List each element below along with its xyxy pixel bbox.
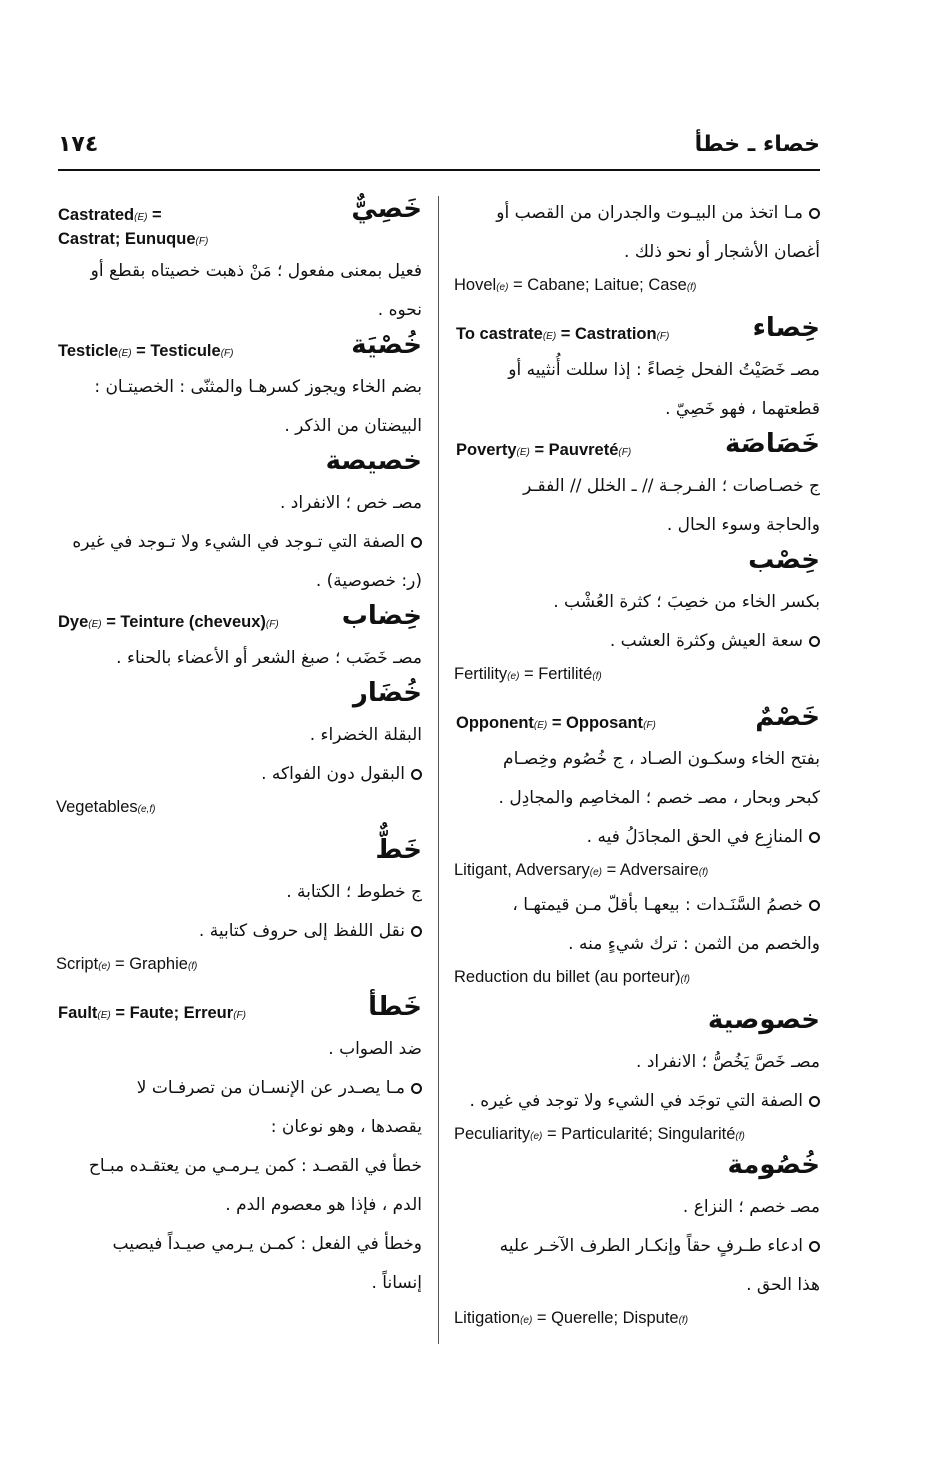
french-term: = Testicule xyxy=(131,342,221,360)
bullet-definition xyxy=(454,622,820,661)
spacer xyxy=(56,823,422,835)
definition-line: قطعتهما ، فهو خَصِيّ . xyxy=(665,399,820,419)
english-term: Peculiarity xyxy=(454,1125,531,1143)
entry-head xyxy=(454,313,820,351)
headword: خُصْيَة xyxy=(351,330,422,360)
french-term: = Querelle; Dispute xyxy=(532,1309,679,1327)
english-term: Dye xyxy=(58,613,89,631)
definition-text: ادعاء طـرفٍ حقاً وإنكـار الطرف الآخـر عليه xyxy=(499,1236,803,1256)
definition-line: كبحر وبحار ، مصـ خصم ؛ المخاصِم والمجادِل . xyxy=(498,788,820,808)
lang-tag: (e) xyxy=(98,961,111,972)
bullet-circle-icon xyxy=(809,208,820,219)
french-term: = Cabane; Laitue; Case xyxy=(508,276,687,294)
entry-head xyxy=(454,702,820,740)
header-rule xyxy=(58,169,820,171)
english-term: Fault xyxy=(58,1004,98,1022)
definition-line: خطأ في القصـد : كمن يـرمـي من يعتقـده مبـاح xyxy=(88,1156,422,1176)
definition-line: يقصدها ، وهو نوعان : xyxy=(270,1117,422,1137)
definition-text: مـا اتخذ من البيـوت والجدران من القصب أو xyxy=(496,203,803,223)
french-term: = Teinture (cheveux) xyxy=(101,613,266,631)
definition-text: الصفة التي تـوجد في الشيء ولا تـوجد في غيره xyxy=(72,532,405,552)
french-term: = Opposant xyxy=(547,714,644,732)
french-term: = Pauvreté xyxy=(529,441,619,459)
headword: خصيصة xyxy=(325,446,422,476)
definition-line: هذا الحق . xyxy=(746,1275,820,1295)
english-term: Fertility xyxy=(454,665,508,683)
english-term: Vegetables xyxy=(56,798,138,816)
lang-tag: (F) xyxy=(265,619,279,630)
translation-line-1 xyxy=(58,206,162,225)
translation-line xyxy=(454,272,820,301)
spacer xyxy=(56,980,422,992)
entry-head xyxy=(454,1150,820,1188)
headword: خَصَاصَة xyxy=(724,429,820,459)
lang-tag: (E) xyxy=(516,447,530,458)
headword: خِصْب xyxy=(748,545,820,575)
translation xyxy=(456,325,669,344)
definition-text: نقل اللفظ إلى حروف كتابية . xyxy=(198,921,405,941)
translation xyxy=(456,441,631,460)
headword: خَصِيٌّ xyxy=(351,194,422,224)
english-term: To castrate xyxy=(456,325,543,343)
definition-line: بفتح الخاء وسكـون الصـاد ، ج خُصُوم وخِصـام xyxy=(503,749,820,769)
entry-khusumiyya xyxy=(454,1005,820,1150)
translation-line xyxy=(454,857,820,886)
equals-sign: = xyxy=(147,206,162,224)
lang-tag: (F) xyxy=(233,1010,246,1021)
lang-tag: (E) xyxy=(533,720,548,731)
translation xyxy=(456,714,656,733)
column-divider xyxy=(438,196,439,1344)
bullet-circle-icon xyxy=(411,769,422,780)
bullet-definition xyxy=(454,1227,820,1266)
lang-tag: (e) xyxy=(530,1131,543,1142)
definition-line: والخصم من الثمن : ترك شيءٍ منه . xyxy=(568,934,820,954)
lang-tag: (f) xyxy=(592,671,602,682)
bullet-circle-icon xyxy=(411,1083,422,1094)
lang-tag: (F) xyxy=(195,236,209,247)
definition-line: ج خصـاصات ؛ الفـرجـة // ـ الخلل // الفقـر xyxy=(523,476,820,496)
definition-line: مصـ خَصَّ يَخُصُّ ؛ الانفراد . xyxy=(636,1052,820,1072)
lang-tag: (e,f) xyxy=(137,804,156,815)
entry-khasasa xyxy=(454,429,820,545)
definition-line: البيضتان من الذكر . xyxy=(284,416,422,436)
french-term: Reduction du billet (au porteur) xyxy=(454,968,681,986)
headword: خُضَار xyxy=(352,678,422,708)
definition-line: نحوه . xyxy=(377,300,422,320)
french-term: = Castration xyxy=(556,325,657,343)
bullet-circle-icon xyxy=(411,537,422,548)
entry-khata xyxy=(56,992,422,1303)
lang-tag: (f) xyxy=(680,974,690,985)
bullet-definition xyxy=(56,523,422,562)
bullet-definition xyxy=(56,1069,422,1108)
definition-line: وخطأ في الفعل : كمـن يـرمي صيـداً فيصيب xyxy=(112,1234,422,1254)
right-column xyxy=(454,194,820,1334)
lang-tag: (f) xyxy=(735,1131,745,1142)
lang-tag: (f) xyxy=(698,867,709,878)
headword: خَطأ xyxy=(368,992,422,1022)
lang-tag: (e) xyxy=(520,1315,533,1326)
entry-khudar xyxy=(56,678,422,835)
definition-line: (ر: خصوصية) . xyxy=(315,571,422,591)
entry-khasm xyxy=(454,702,820,1005)
lang-tag: (F) xyxy=(220,348,234,359)
entry-head xyxy=(56,446,422,484)
entry-head xyxy=(56,601,422,639)
english-term: Testicle xyxy=(58,342,119,360)
lang-tag: (f) xyxy=(187,961,198,972)
page-number: ١٧٤ xyxy=(58,132,99,157)
entry-khidab xyxy=(56,601,422,678)
spacer xyxy=(454,690,820,702)
lang-tag: (E) xyxy=(542,331,557,342)
definition-line: بضم الخاء ويجوز كسرهـا والمثنّى : الخصيتـان : xyxy=(94,377,422,397)
entry-khasiyy xyxy=(56,194,422,330)
entry-head xyxy=(56,330,422,368)
lang-tag: (f) xyxy=(686,282,697,293)
lang-tag: (e) xyxy=(507,671,520,682)
english-term: Castrated xyxy=(58,206,135,224)
french-term: = Faute; Erreur xyxy=(110,1004,234,1022)
definition-line: الدم ، فإذا هو معصوم الدم . xyxy=(225,1195,422,1215)
french-term: = Adversaire xyxy=(601,861,699,879)
translation-line-2 xyxy=(58,230,208,249)
entry-khisa xyxy=(454,313,820,429)
headword: خِصاء xyxy=(752,313,820,343)
translation xyxy=(58,613,279,632)
french-term: = Graphie xyxy=(110,955,188,973)
translation-line xyxy=(454,1305,820,1334)
lang-tag: (E) xyxy=(118,348,132,359)
bullet-definition xyxy=(454,194,820,233)
spacer xyxy=(454,301,820,313)
definition-text: خصمُ السَّنَـدات : بيعهـا بأقلّ مـن قيمتهـا ، xyxy=(512,895,803,915)
entry-khatt xyxy=(56,835,422,992)
headword: خَطٌّ xyxy=(375,835,422,865)
entry-head xyxy=(56,678,422,716)
bullet-definition xyxy=(454,818,820,857)
headword: خصوصية xyxy=(707,1005,820,1035)
translation-line xyxy=(454,661,820,690)
headword: خِضاب xyxy=(341,601,422,631)
entry-head xyxy=(454,1005,820,1043)
entry-head xyxy=(56,835,422,873)
bullet-circle-icon xyxy=(809,1096,820,1107)
definition-line: ج خطوط ؛ الكتابة . xyxy=(286,882,422,902)
definition-text: مـا يصـدر عن الإنسـان من تصرفـات لا xyxy=(136,1078,405,1098)
french-term: Castrat; Eunuque xyxy=(58,230,196,248)
translation xyxy=(58,1004,246,1023)
headword: خَصْمٌ xyxy=(755,702,820,732)
bullet-circle-icon xyxy=(809,832,820,843)
definition-text: البقول دون الفواكه . xyxy=(261,764,405,784)
bullet-circle-icon xyxy=(809,1241,820,1252)
english-term: Litigation xyxy=(454,1309,521,1327)
entry-khusya xyxy=(56,330,422,446)
entry-khisb xyxy=(454,545,820,702)
lang-tag: (e) xyxy=(496,282,509,293)
entry-head xyxy=(56,194,422,246)
bullet-definition xyxy=(56,755,422,794)
english-term: Hovel xyxy=(454,276,497,294)
entry-head xyxy=(454,545,820,583)
lang-tag: (F) xyxy=(618,447,632,458)
french-term: = Particularité; Singularité xyxy=(542,1125,736,1143)
definition-line: فعيل بمعنى مفعول ؛ مَنْ ذهبت خصيتاه بقطع أو xyxy=(90,261,422,281)
page-header xyxy=(58,132,820,168)
translation-line xyxy=(56,794,422,823)
translation-line xyxy=(454,1121,820,1150)
translation xyxy=(58,342,233,361)
running-title: خصاء ـ خطأ xyxy=(694,132,820,157)
entry-khasisa xyxy=(56,446,422,601)
definition-line: بكسر الخاء من خصِبَ ؛ كثرة العُشْب . xyxy=(553,592,820,612)
definition-line: إنساناً . xyxy=(371,1273,422,1293)
bullet-circle-icon xyxy=(411,926,422,937)
definition-line: مصـ خَضَب ؛ صبغ الشعر أو الأعضاء بالحناء . xyxy=(116,648,422,668)
entry-continued xyxy=(454,194,820,313)
definition-line: مصـ خص ؛ الانفراد . xyxy=(279,493,422,513)
definition-line: أغصان الأشجار أو نحو ذلك . xyxy=(624,242,820,262)
definition-line: مصـ خصم ؛ النزاع . xyxy=(682,1197,820,1217)
lang-tag: (E) xyxy=(97,1010,111,1021)
english-term: Opponent xyxy=(456,714,534,732)
definition-line: مصـ خَصَيْتُ الفحل خِصاءً : إذا سللت أُنثييه أو xyxy=(508,360,820,380)
headword: خُصُومة xyxy=(727,1150,820,1180)
bullet-circle-icon xyxy=(809,900,820,911)
translation-line xyxy=(454,964,820,993)
english-term: Script xyxy=(56,955,99,973)
bullet-definition xyxy=(454,886,820,925)
spacer xyxy=(454,993,820,1005)
english-term: Poverty xyxy=(456,441,517,459)
french-term: = Fertilité xyxy=(519,665,593,683)
lang-tag: (F) xyxy=(656,331,670,342)
lang-tag: (E) xyxy=(134,212,148,223)
english-term: Litigant, Adversary xyxy=(454,861,590,879)
definition-text: الصفة التي توجَد في الشيء ولا توجد في غيره . xyxy=(469,1091,803,1111)
lang-tag: (E) xyxy=(88,619,102,630)
bullet-circle-icon xyxy=(809,636,820,647)
definition-line: ضد الصواب . xyxy=(328,1039,422,1059)
bullet-definition xyxy=(454,1082,820,1121)
lang-tag: (F) xyxy=(643,720,656,731)
left-column xyxy=(56,194,422,1303)
entry-khusuma xyxy=(454,1150,820,1334)
definition-text: المنازِع في الحق المجادَلُ فيه . xyxy=(586,827,803,847)
bullet-definition xyxy=(56,912,422,951)
translation-line xyxy=(56,951,422,980)
entry-head xyxy=(56,992,422,1030)
definition-line: والحاجة وسوء الحال . xyxy=(666,515,820,535)
definition-text: سعة العيش وكثرة العشب . xyxy=(609,631,803,651)
lang-tag: (e) xyxy=(589,867,602,878)
entry-head xyxy=(454,429,820,467)
lang-tag: (f) xyxy=(678,1315,689,1326)
definition-line: البقلة الخضراء . xyxy=(309,725,422,745)
